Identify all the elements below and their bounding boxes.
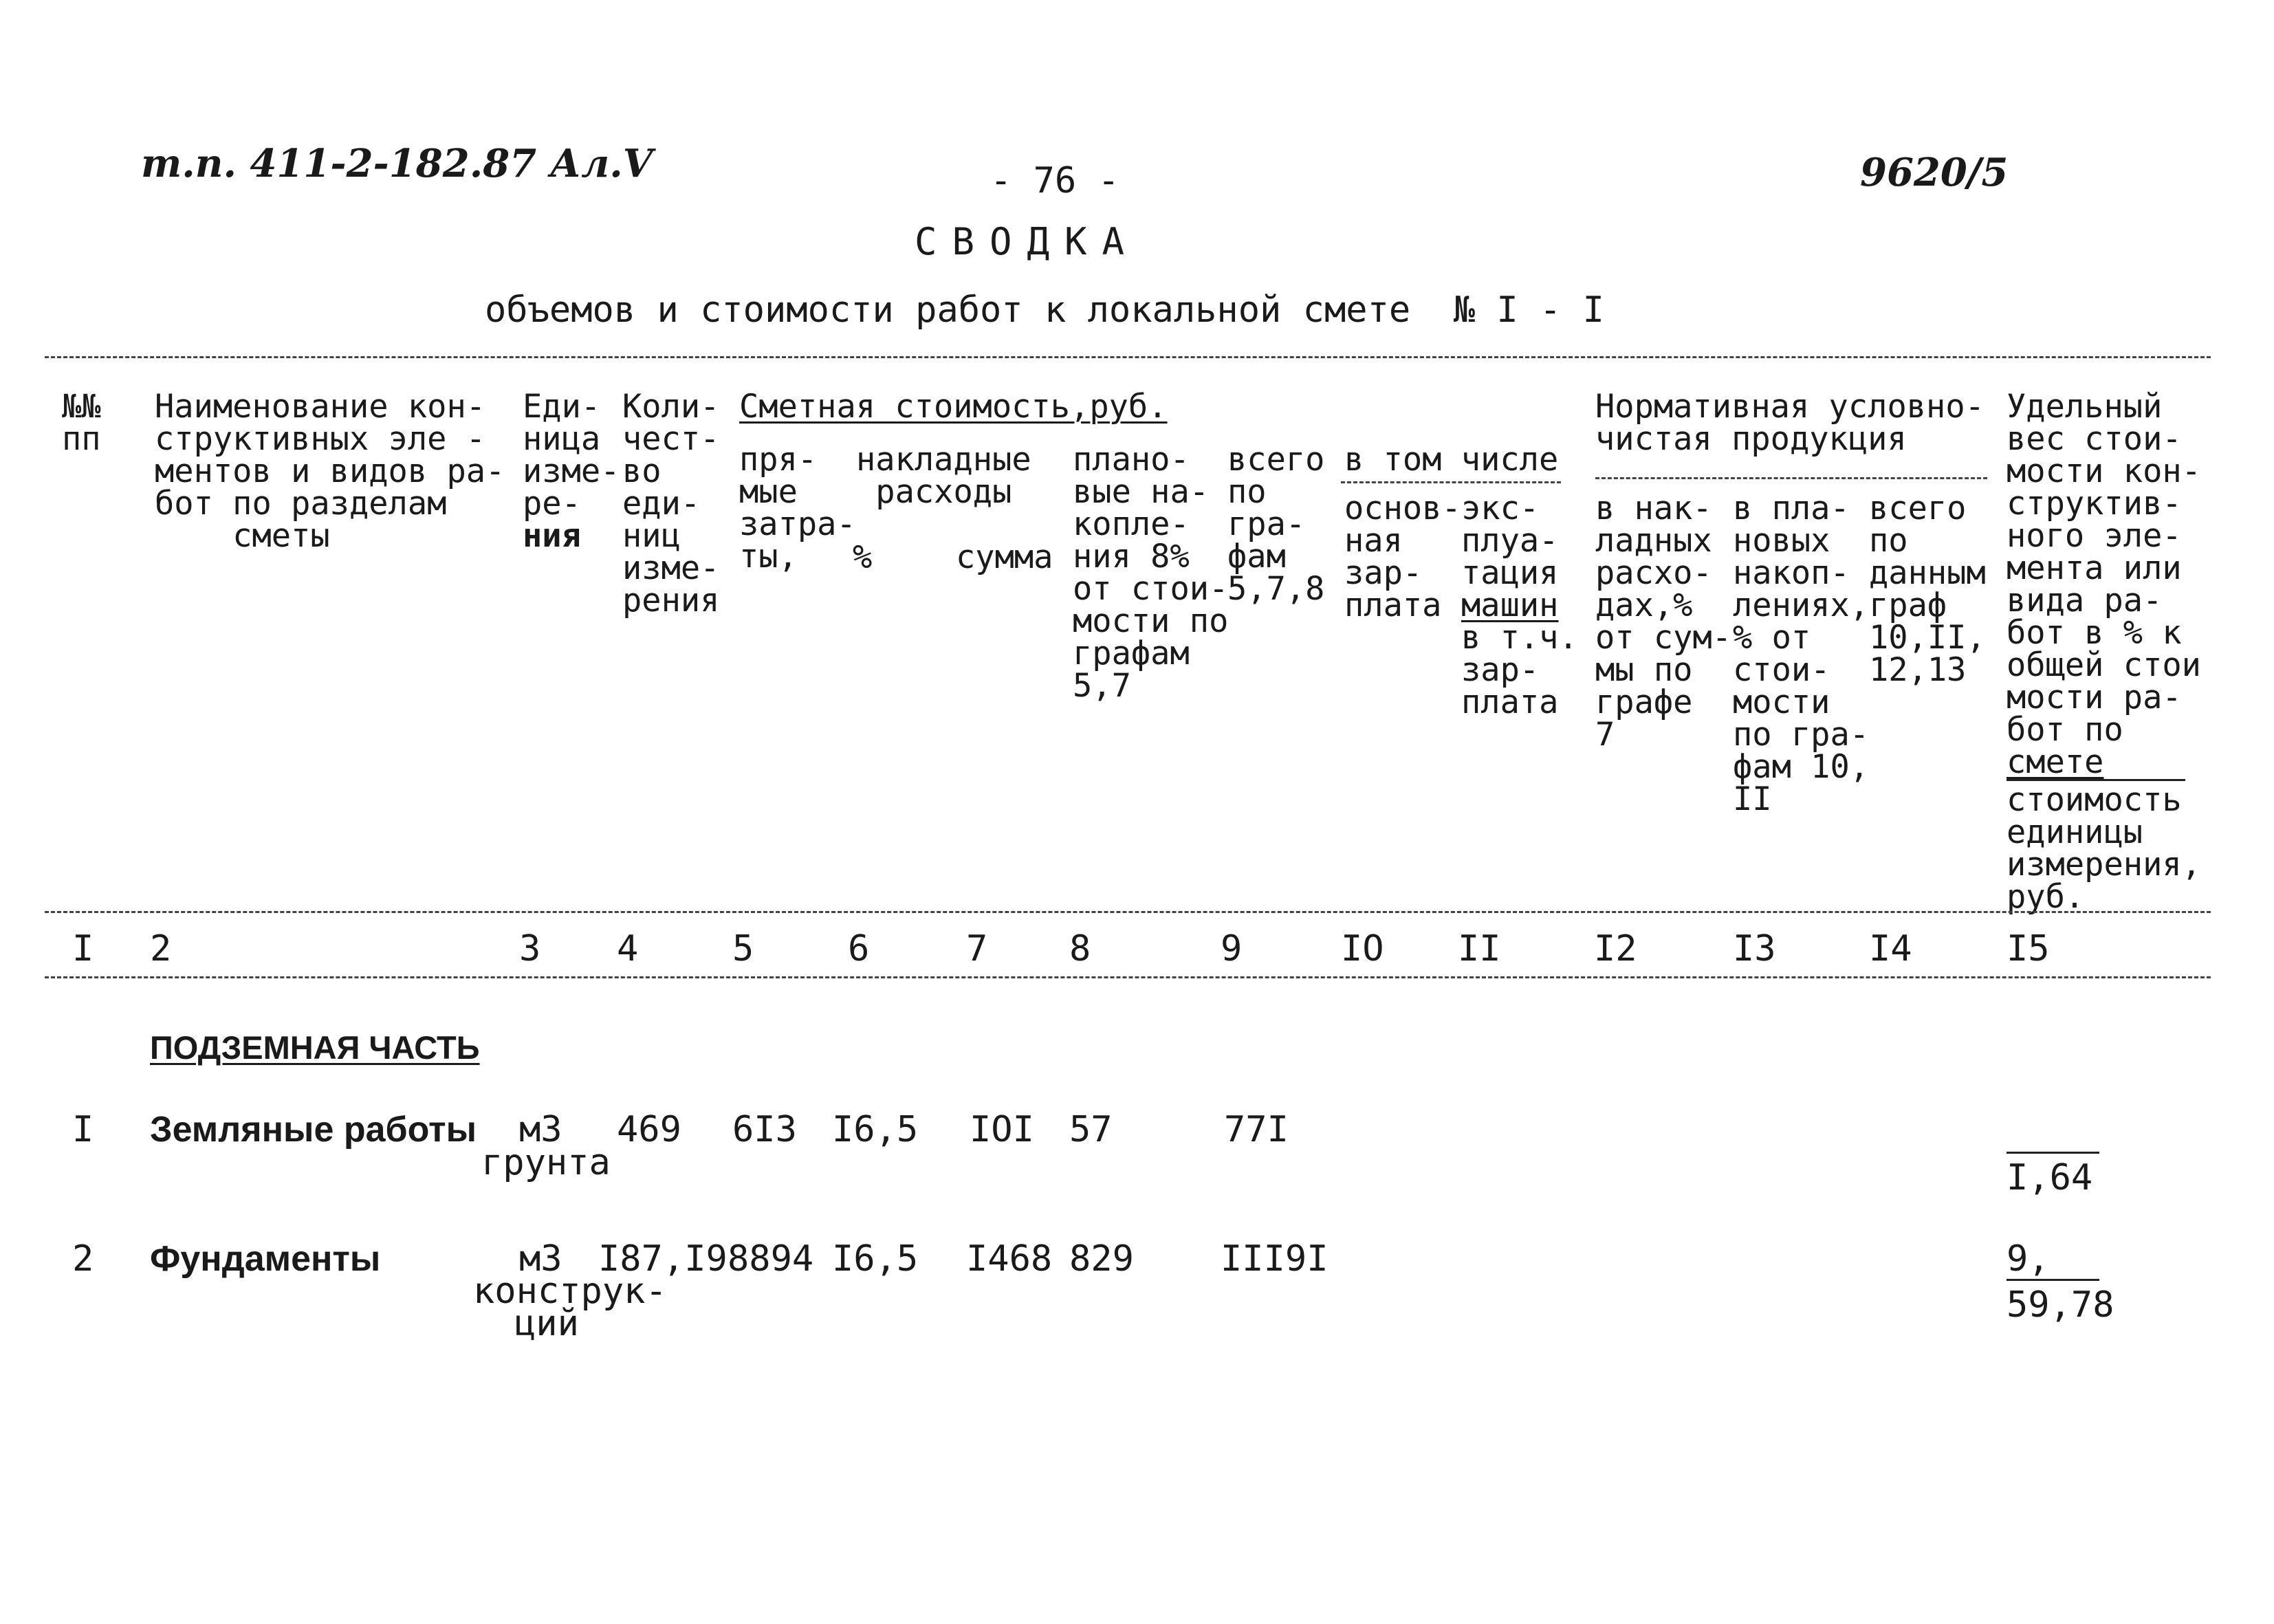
col-12-header: в нак- ладных расхо- дах,% от сум- мы по графе 7 [1595,490,1732,754]
row-2-overhead-pct: I6,5 [832,1238,919,1280]
col-1-header: №№ пп [62,388,101,458]
row-1-unit-line2: грунта [481,1142,611,1183]
col-10-header: основ- ная зар- плата [1344,490,1461,624]
col-15-header-top: Удельный вес стои- мости кон- структив- ного эле- мента или вида ра- бот в % к общей стои мости ра- бот по смете [2007,388,2201,781]
colnum-6: 6 [848,928,870,969]
colnum-bottom-rule [45,976,2211,978]
col-7-header: сумма [956,538,1053,576]
col-3-header: Еди- ница изме- ре- ния [523,388,620,555]
row-1-unit-line1: м3 [519,1109,562,1150]
row-1-num: I [72,1109,94,1150]
group-including: в том числе [1344,441,1559,479]
row-2-total: III9I [1221,1238,1329,1280]
colnum-12: I2 [1594,928,1637,969]
document-title: СВОДКА [915,220,1140,263]
row-1-planned: 57 [1069,1109,1113,1150]
archive-number: 9620/5 [1860,150,2009,195]
row-2-share-divider [2007,1279,2099,1281]
row-1-overhead-pct: I6,5 [832,1109,919,1150]
colnum-14: I4 [1869,928,1912,969]
colnum-4: 4 [617,928,639,969]
colnum-3: 3 [519,928,541,969]
row-2-share-top: 9, [2007,1238,2050,1280]
colnum-15: I5 [2007,928,2050,969]
col-5-header: пря- мые затра- ты, [739,441,856,575]
row-2-qty: I87,I9 [598,1238,728,1280]
colnum-9: 9 [1221,928,1243,969]
group-normative-rule [1595,477,1987,479]
header-top-rule [45,356,2211,358]
group-overhead: накладные расходы [856,441,1031,511]
colnum-10: IO [1341,928,1384,969]
group-normative-product: Нормативная условно- чистая продукция [1595,388,1985,458]
row-2-name: Фундаменты [150,1239,381,1279]
col-9-header: всего по гра- фам 5,7,8 [1227,441,1325,608]
row-2-unit-line2: конструк- [473,1271,667,1312]
col-8-header: плано- вые на- копле- ния 8% от стои- мости по графам 5,7 [1073,441,1229,705]
row-1-total: 77I [1224,1109,1289,1150]
document-subtitle: объемов и стоимости работ к локальной смете № I - I [485,289,1604,331]
colnum-5: 5 [732,928,754,969]
row-2-direct: 8894 [728,1238,814,1280]
row-2-unit-line3: ций [514,1303,579,1344]
page-number: - 76 - [990,160,1119,201]
row-2-num: 2 [72,1238,94,1280]
row-2-planned: 829 [1069,1238,1134,1280]
colnum-8: 8 [1069,928,1091,969]
row-1-name: Земляные работы [150,1110,477,1150]
col-2-header: Наименование кон- структивных эле - ментов и видов ра- бот по разделам сметы [155,388,505,555]
row-2-unit-line1: м3 [519,1238,562,1280]
col-6-header: % [853,538,873,576]
document-code: т.п. 411-2-182.87 Ал.V [141,141,653,186]
group-including-rule [1341,481,1561,483]
row-1-share-bottom: I,64 [2007,1157,2093,1198]
row-2-overhead-sum: I468 [966,1238,1053,1280]
colnum-1: I [72,928,94,969]
colnum-13: I3 [1733,928,1776,969]
col-14-header: всего по данным граф 10,II, 12,13 [1869,490,1986,689]
row-1-direct: 6I3 [732,1109,797,1150]
col-15-header-bottom: стоимость единицы измерения, руб. [2007,781,2201,916]
col-13-header: в пла- новых накоп- лениях, % от стои- мости по гра- фам 10, II [1733,490,1870,818]
col-11-header: экс- плуа- тация машин в т.ч. зар- плата [1461,490,1578,721]
colnum-11: II [1458,928,1501,969]
colnum-2: 2 [150,928,172,969]
row-2-share-bottom: 59,78 [2007,1284,2114,1326]
section-title: ПОДЗЕМНАЯ ЧАСТЬ [150,1029,480,1066]
header-bottom-rule [45,911,2211,913]
row-1-qty: 469 [617,1109,681,1150]
row-1-overhead-sum: IOI [970,1109,1034,1150]
row-1-share-divider [2007,1152,2099,1154]
colnum-7: 7 [966,928,988,969]
col-4-header: Коли- чест- во еди- ниц изме- рения [622,388,720,619]
group-estimated-cost: Сметная стоимость,руб. [739,388,1168,426]
